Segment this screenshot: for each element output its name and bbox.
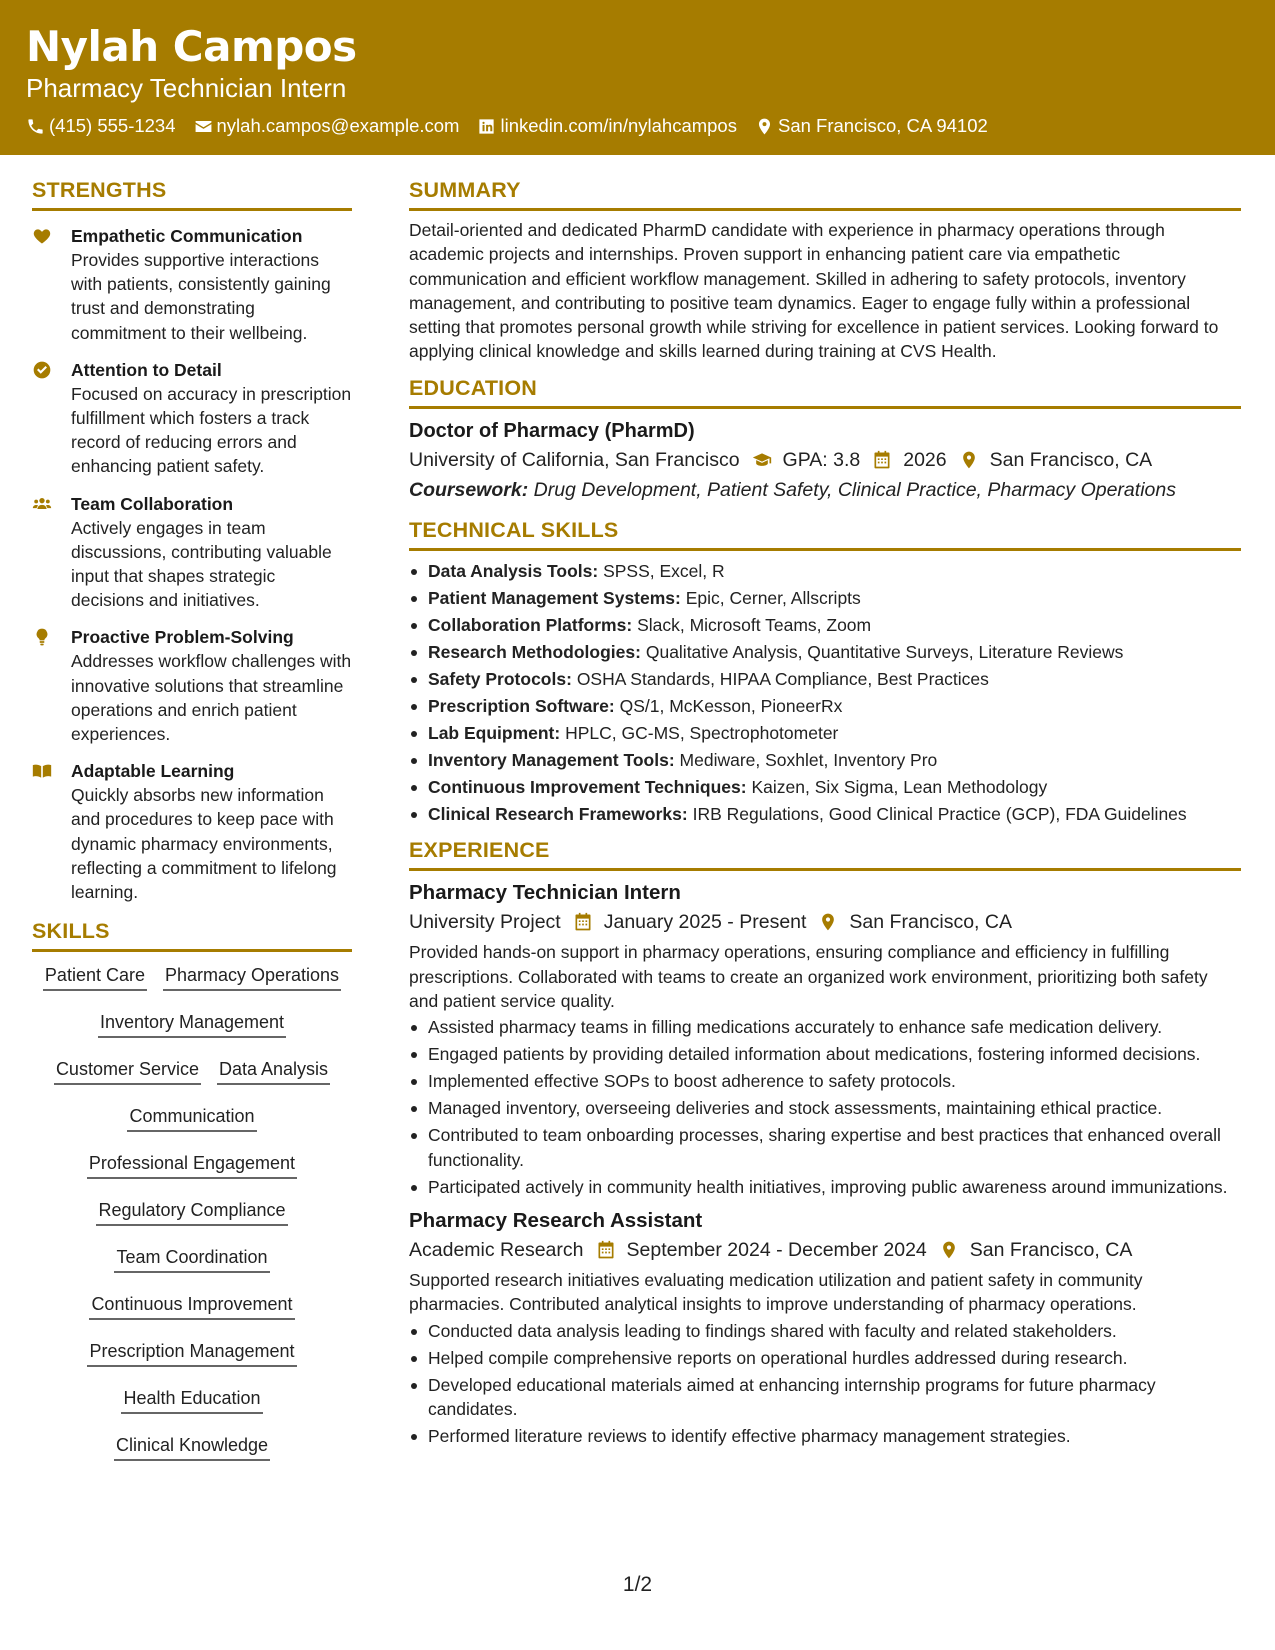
technical-skill-label: Safety Protocols: [428,668,572,689]
job-meta [409,1235,1241,1265]
job-location: San Francisco, CA [969,1239,1133,1262]
skill-tag: Data Analysis [217,1058,330,1085]
book-icon [32,761,52,781]
left-column [32,176,352,1481]
education-year: 2026 [903,448,947,471]
strength-item [32,224,352,345]
technical-skill-label: Collaboration Platforms: [428,614,633,635]
contact-phone[interactable] [26,114,176,138]
technical-skill-label: Prescription Software: [428,695,615,716]
skill-tag: Team Coordination [114,1246,269,1273]
skill-tag: Prescription Management [87,1340,296,1367]
heart-icon [32,226,52,246]
page-number: 1/2 [622,1573,653,1596]
strength-title: Empathetic Communication [71,226,303,246]
lightbulb-icon [32,627,52,647]
job-bullet: Implemented effective SOPs to boost adherence to safety protocols. [409,1069,1241,1094]
technical-skill-item [409,667,1241,692]
skill-tag: Pharmacy Operations [163,964,341,991]
strength-title: Proactive Problem-Solving [71,627,294,648]
technical-skill-item [409,721,1241,746]
coursework-label: Coursework: [409,478,529,501]
education-gpa: GPA: 3.8 [782,448,861,471]
job-meta [409,907,1241,937]
technical-skill-value: Qualitative Analysis, Quantitative Surveys, Literature Reviews [645,641,1124,662]
technical-skill-value: QS/1, McKesson, PioneerRx [619,695,843,716]
email-text: nylah.campos@example.com [216,115,460,136]
map-pin-icon [959,450,979,470]
education-heading: EDUCATION [409,374,1241,409]
technical-skill-value: Kaizen, Six Sigma, Lean Methodology [751,776,1048,797]
job-description: Supported research initiatives evaluating medication utilization and patient safety in community pharmacies. Contributed analytical insights to improve understanding of pharmacy operations. [409,1270,1143,1315]
job-location: San Francisco, CA [849,911,1012,934]
strength-item [32,759,352,904]
contact-bar [26,114,1249,138]
strength-description: Focused on accuracy in prescription fulfillment which fosters a track record of reducing errors and enhancing patient safety. [71,383,352,477]
technical-skill-value: Slack, Microsoft Teams, Zoom [637,614,872,635]
map-pin-icon [939,1240,959,1260]
candidate-name: Nylah Campos [26,22,357,71]
technical-skills-list [409,559,1241,827]
strength-item [32,625,352,746]
technical-skill-value: HPLC, GC-MS, Spectrophotometer [565,722,839,743]
education-degree: Doctor of Pharmacy (PharmD) [409,419,695,442]
map-pin-icon [818,912,838,932]
education-school: University of California, San Francisco [409,448,740,471]
experience-entry [409,879,1241,1199]
calendar-icon [872,450,892,470]
strength-description: Provides supportive interactions with patients, consistently gaining trust and demonstrating commitment to their wellbeing. [71,250,331,343]
job-bullet: Assisted pharmacy teams in filling medications accurately to enhance safe medication delivery. [409,1015,1241,1040]
summary-heading: SUMMARY [409,176,1241,211]
phone-icon [26,117,45,136]
job-organization: University Project [409,911,561,934]
map-pin-icon [755,117,774,136]
job-description: Provided hands-on support in pharmacy operations, ensuring compliance and efficiency in fulfilling prescriptions. Collaborated with teams to create an organized work environment, prioritizing both safety and patient service quality. [409,942,1208,1011]
skills-list [32,964,352,1481]
check-circle-icon [32,360,52,380]
skill-tag: Clinical Knowledge [114,1434,270,1461]
technical-skill-item [409,802,1241,827]
technical-skill-value: Mediware, Soxhlet, Inventory Pro [679,749,938,770]
right-column [409,176,1241,1451]
strengths-heading: STRENGTHS [32,176,352,211]
technical-skill-label: Patient Management Systems: [428,587,681,608]
technical-skill-item [409,775,1241,800]
technical-skill-item [409,586,1241,611]
education-coursework [409,475,1241,506]
technical-skill-item [409,640,1241,665]
coursework-text: Drug Development, Patient Safety, Clinical Practice, Pharmacy Operations [533,478,1176,501]
phone-text: (415) 555-1234 [49,115,176,136]
job-title: Pharmacy Technician Intern [409,881,681,905]
resume-header [0,0,1275,155]
technical-skill-label: Research Methodologies: [428,641,641,662]
strengths-list [32,224,352,904]
job-bullets [409,1015,1241,1199]
calendar-icon [573,912,593,932]
skill-tag: Health Education [121,1387,262,1414]
job-title: Pharmacy Research Assistant [409,1209,703,1233]
strength-description: Actively engages in team discussions, contributing valuable input that shapes strategic decisions and initiatives. [71,517,332,611]
strength-description: Quickly absorbs new information and procedures to keep pace with dynamic pharmacy environments, reflecting a commitment to lifelong learning. [71,785,337,903]
summary-text: Detail-oriented and dedicated PharmD candidate with experience in pharmacy operations through academic projects and internships. Proven support in enhancing patient care via empathetic communication and efficient workflow management. Skilled in adhering to safety protocols, inventory management, and contributing to positive team dynamics. Eager to engage fully within a professional setting that promotes personal growth while striving for excellence in patient services. Looking forward to applying clinical knowledge and skills learned during training at CVS Health. [409,220,1219,362]
strength-title: Attention to Detail [71,359,222,380]
technical-skill-label: Continuous Improvement Techniques: [428,776,747,797]
skill-tag: Communication [127,1105,256,1132]
location-text: San Francisco, CA 94102 [777,115,988,136]
technical-skills-heading: TECHNICAL SKILLS [409,516,1241,551]
job-bullet: Participated actively in community health initiatives, improving public awareness around immunizations. [409,1175,1241,1200]
job-bullet: Helped compile comprehensive reports on operational hurdles addressed during research. [409,1346,1241,1371]
technical-skill-item [409,748,1241,773]
candidate-headline: Pharmacy Technician Intern [26,73,347,103]
users-icon [32,494,52,514]
strength-item [32,492,352,613]
job-bullet: Developed educational materials aimed at enhancing internship programs for future pharmacy candidates. [409,1373,1241,1422]
technical-skill-value: SPSS, Excel, R [603,560,725,581]
calendar-icon [596,1240,616,1260]
skill-tag: Professional Engagement [87,1152,297,1179]
strength-item [32,358,352,479]
job-dates: January 2025 - Present [603,911,807,934]
job-bullet: Contributed to team onboarding processes, sharing expertise and best practices that enhanced overall functionality. [409,1123,1241,1172]
skill-tag: Continuous Improvement [89,1293,294,1320]
technical-skill-label: Inventory Management Tools: [428,749,675,770]
technical-skill-label: Clinical Research Frameworks: [428,803,688,824]
contact-email[interactable] [194,114,460,138]
experience-entry [409,1207,1241,1449]
job-bullets [409,1319,1241,1449]
technical-skill-item [409,694,1241,719]
technical-skill-value: IRB Regulations, Good Clinical Practice (GCP), FDA Guidelines [692,803,1187,824]
envelope-icon [194,117,213,136]
linkedin-icon [477,117,496,136]
skills-heading: SKILLS [32,917,352,952]
technical-skill-value: Epic, Cerner, Allscripts [685,587,861,608]
linkedin-text: linkedin.com/in/nylahcampos [500,115,737,136]
technical-skill-value: OSHA Standards, HIPAA Compliance, Best Practices [576,668,989,689]
experience-heading: EXPERIENCE [409,836,1241,871]
graduation-cap-icon [752,450,772,470]
technical-skill-label: Data Analysis Tools: [428,560,599,581]
strength-title: Adaptable Learning [71,761,235,782]
job-bullet: Managed inventory, overseeing deliveries and stock assessments, maintaining ethical practice. [409,1096,1241,1121]
job-dates: September 2024 - December 2024 [626,1239,927,1262]
contact-linkedin[interactable] [477,114,737,138]
technical-skill-label: Lab Equipment: [428,722,561,743]
contact-location [755,114,988,138]
skill-tag: Regulatory Compliance [96,1199,287,1226]
technical-skill-item [409,613,1241,638]
education-location: San Francisco, CA [989,448,1153,471]
skill-tag: Patient Care [43,964,147,991]
skill-tag: Inventory Management [98,1011,286,1038]
strength-title: Team Collaboration [71,493,234,514]
skill-tag: Customer Service [54,1058,201,1085]
job-organization: Academic Research [409,1239,584,1262]
job-bullet: Performed literature reviews to identify effective pharmacy management strategies. [409,1424,1241,1449]
strength-description: Addresses workflow challenges with innovative solutions that streamline operations and enrich patient experiences. [71,651,352,745]
job-bullet: Engaged patients by providing detailed information about medications, fostering informed decisions. [409,1042,1241,1067]
technical-skill-item [409,559,1241,584]
education-meta [409,445,1241,475]
job-bullet: Conducted data analysis leading to findings shared with faculty and related stakeholders. [409,1319,1241,1344]
